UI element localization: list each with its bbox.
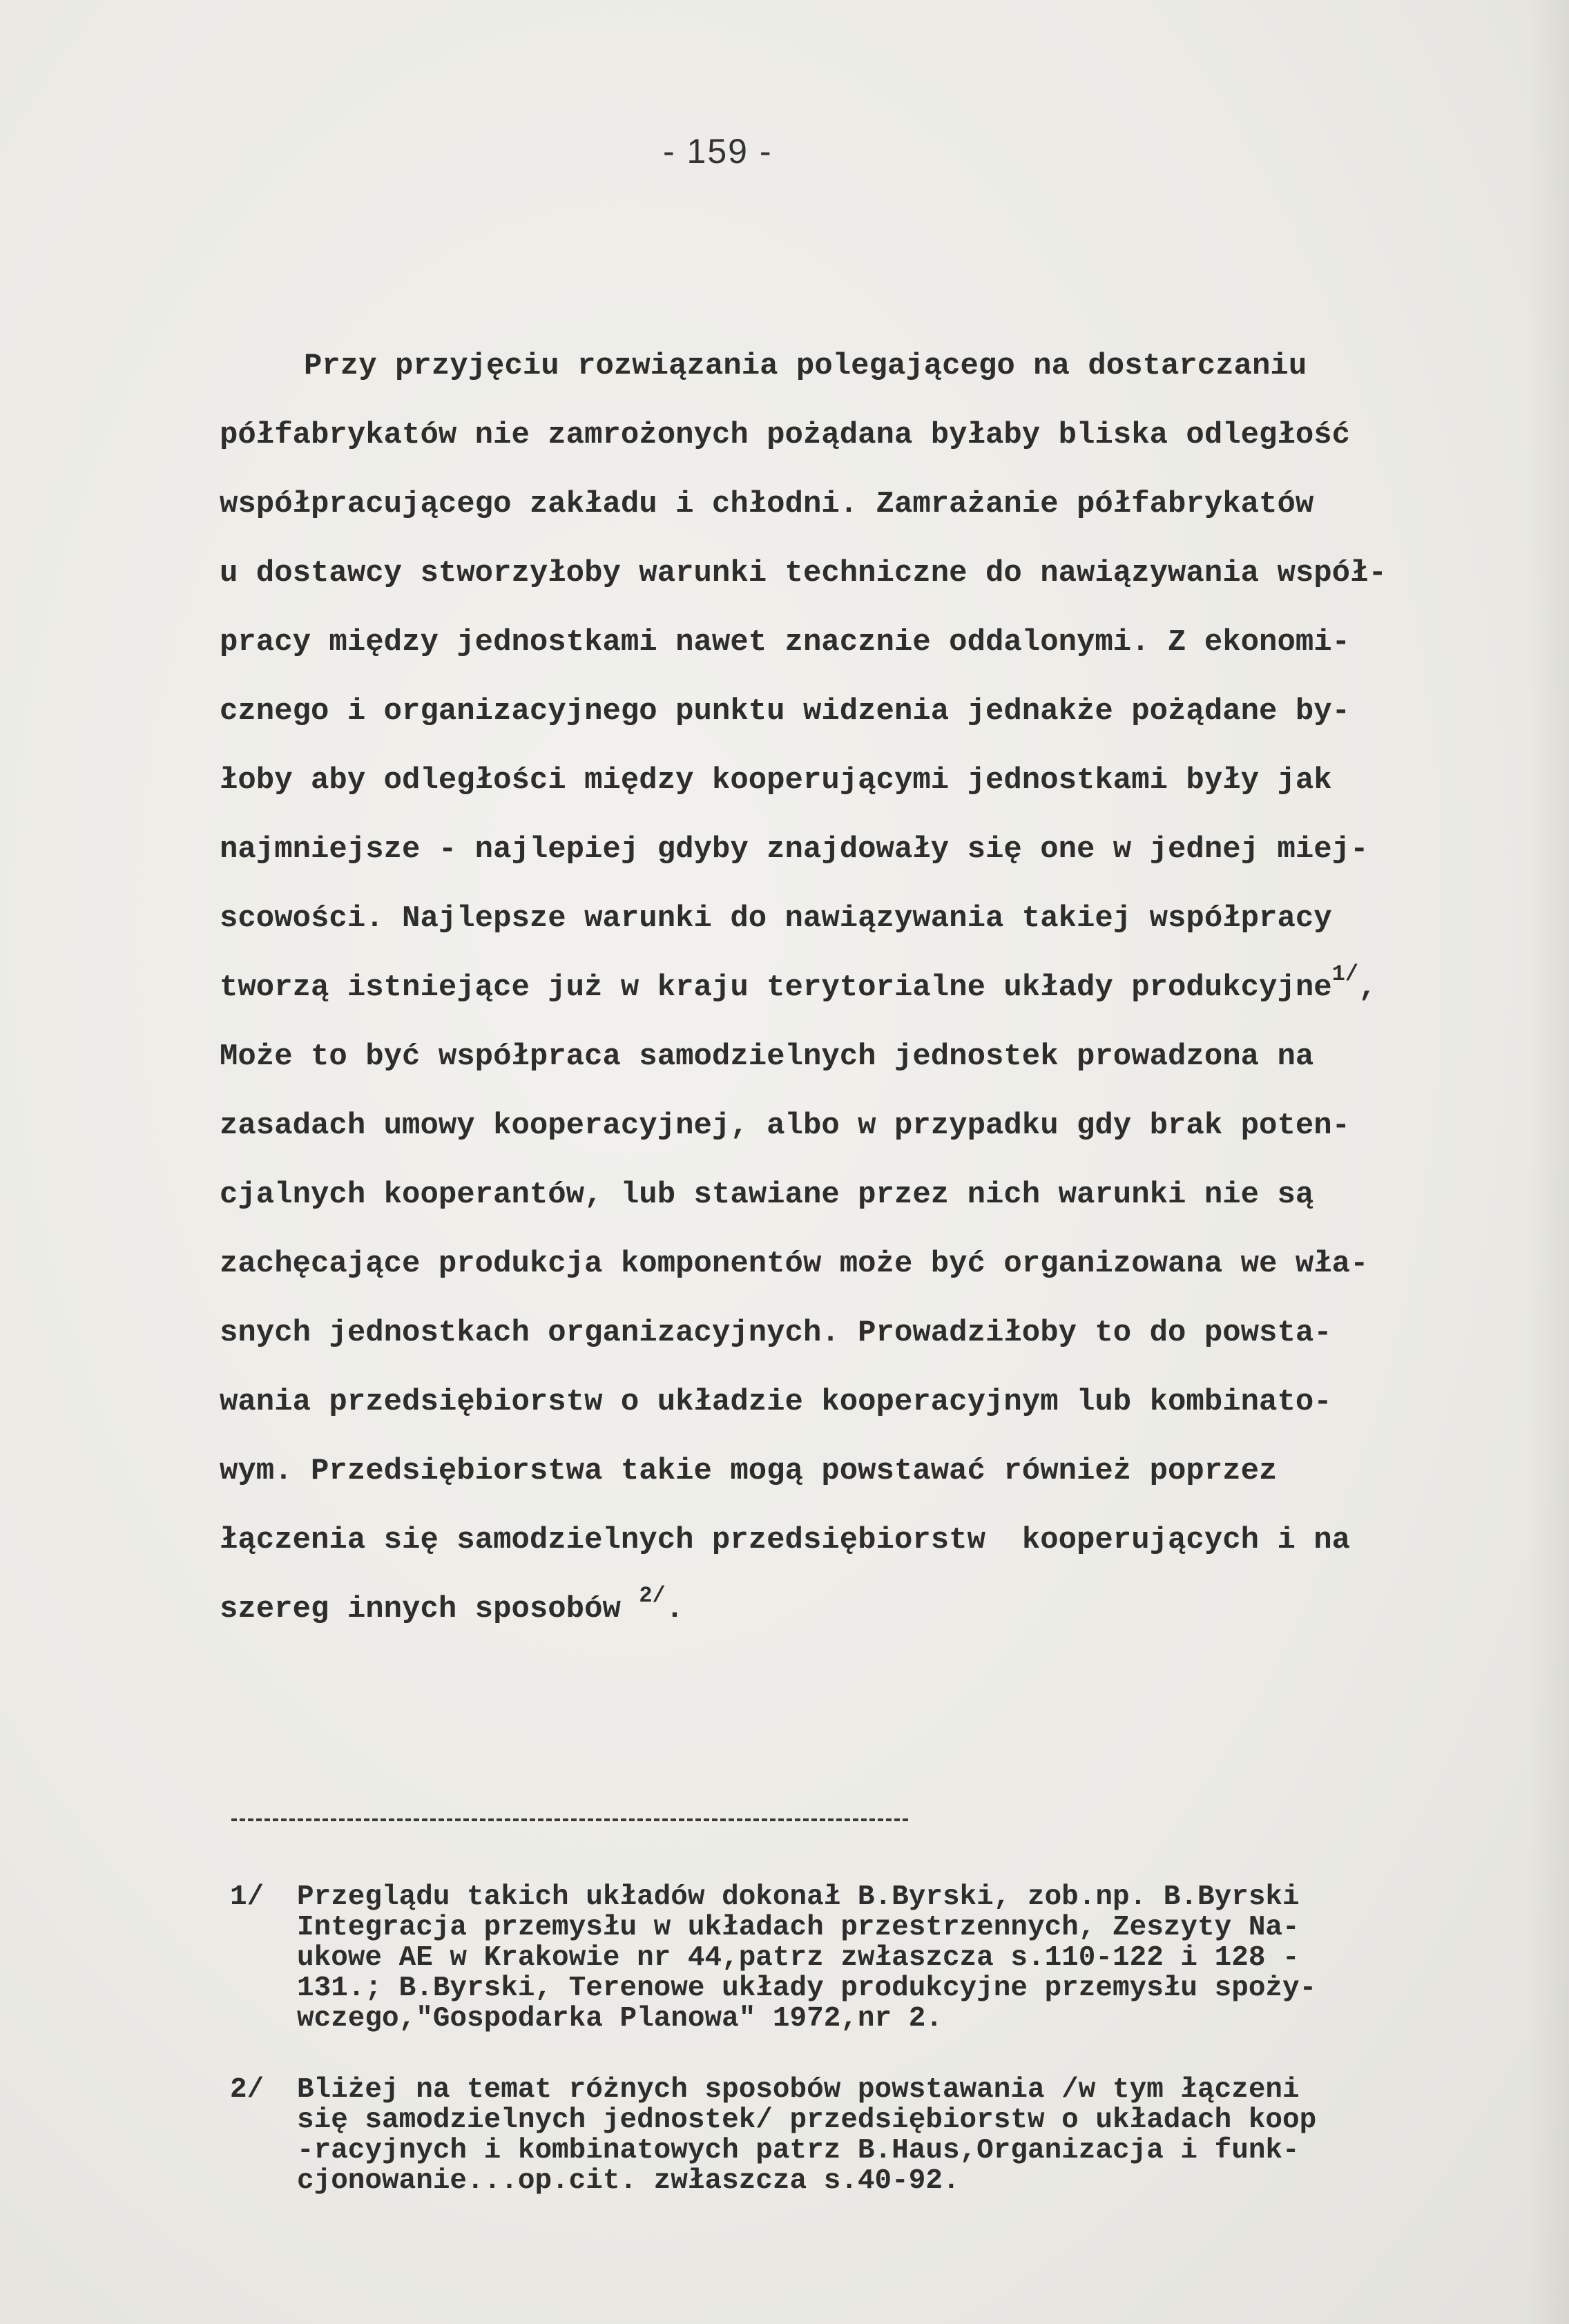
- page-edge-shadow: [1528, 0, 1569, 2324]
- footnote-separator: [231, 1818, 908, 1821]
- footnote-line: wczego,"Gospodarka Planowa" 1972,nr 2.: [297, 2003, 943, 2035]
- paragraph-line: cznego i organizacyjnego punktu widzenia jednakże pożądane by-: [220, 694, 1351, 729]
- footnote-ref-1: 1/: [1331, 961, 1359, 987]
- paragraph-line-text: szereg innych sposobów: [220, 1592, 621, 1626]
- paragraph-line: współpracującego zakładu i chłodni. Zamrażanie półfabrykatów: [220, 487, 1314, 521]
- footnote-ref-2: 2/: [639, 1583, 666, 1608]
- paragraph-line: półfabrykatów nie zamrożonych pożądana byłaby bliska odległość: [220, 418, 1351, 452]
- paragraph-line: wym. Przedsiębiorstwa takie mogą powstawać również poprzez: [220, 1454, 1278, 1488]
- paragraph-line: pracy między jednostkami nawet znacznie oddalonymi. Z ekonomi-: [220, 625, 1351, 660]
- paragraph-line: łączenia się samodzielnych przedsiębiorstw kooperujących i na: [220, 1523, 1351, 1557]
- paragraph-line-text: tworzą istniejące już w kraju terytorialne układy produkcyjne: [220, 970, 1332, 1005]
- paragraph-line: snych jednostkach organizacyjnych. Prowadziłoby to do powsta-: [220, 1316, 1332, 1350]
- footnote-line: Przeglądu takich układów dokonał B.Byrski, zob.np. B.Byrski: [297, 1881, 1300, 1913]
- line-tail: .: [665, 1592, 684, 1626]
- line-tail: ,: [1358, 970, 1377, 1005]
- paragraph-line: Przy przyjęciu rozwiązania polegającego na dostarczaniu: [304, 349, 1307, 383]
- paragraph-line-with-footnote-ref: [220, 961, 1377, 1007]
- page-number: - 159 -: [663, 132, 773, 171]
- footnote-line: Bliżej na temat różnych sposobów powstawania /w tym łączeni: [297, 2074, 1300, 2106]
- paragraph-line-with-footnote-ref: [220, 1583, 684, 1629]
- footnote-line: Integracja przemysłu w układach przestrzennych, Zeszyty Na-: [297, 1912, 1300, 1943]
- paragraph-line: zasadach umowy kooperacyjnej, albo w przypadku gdy brak poten-: [220, 1108, 1351, 1143]
- footnote-line: -racyjnych i kombinatowych patrz B.Haus,Organizacja i funk-: [297, 2135, 1300, 2167]
- paragraph-line: Może to być współpraca samodzielnych jednostek prowadzona na: [220, 1039, 1314, 1074]
- paragraph-line: zachęcające produkcja komponentów może być organizowana we wła-: [220, 1247, 1369, 1281]
- footnote-line: się samodzielnych jednostek/ przedsiębiorstw o układach koop: [297, 2104, 1317, 2136]
- footnote-marker: 2/: [230, 2074, 264, 2106]
- paragraph-line: łoby aby odległości między kooperującymi jednostkami były jak: [220, 763, 1332, 798]
- footnote-line: cjonowanie...op.cit. zwłaszcza s.40-92.: [297, 2165, 960, 2197]
- footnote-line: ukowe AE w Krakowie nr 44,patrz zwłaszcza s.110-122 i 128 -: [297, 1942, 1300, 1974]
- paragraph-line: u dostawcy stworzyłoby warunki techniczne do nawiązywania współ-: [220, 556, 1387, 590]
- paragraph-line: scowości. Najlepsze warunki do nawiązywania takiej współpracy: [220, 901, 1332, 936]
- paragraph-line: cjalnych kooperantów, lub stawiane przez nich warunki nie są: [220, 1178, 1314, 1212]
- footnote-line: 131.; B.Byrski, Terenowe układy produkcyjne przemysłu spoży-: [297, 1972, 1317, 2004]
- paragraph-line: wania przedsiębiorstw o układzie kooperacyjnym lub kombinato-: [220, 1385, 1332, 1419]
- footnote-marker: 1/: [230, 1881, 264, 1913]
- paragraph-line: najmniejsze - najlepiej gdyby znajdowały się one w jednej miej-: [220, 832, 1369, 867]
